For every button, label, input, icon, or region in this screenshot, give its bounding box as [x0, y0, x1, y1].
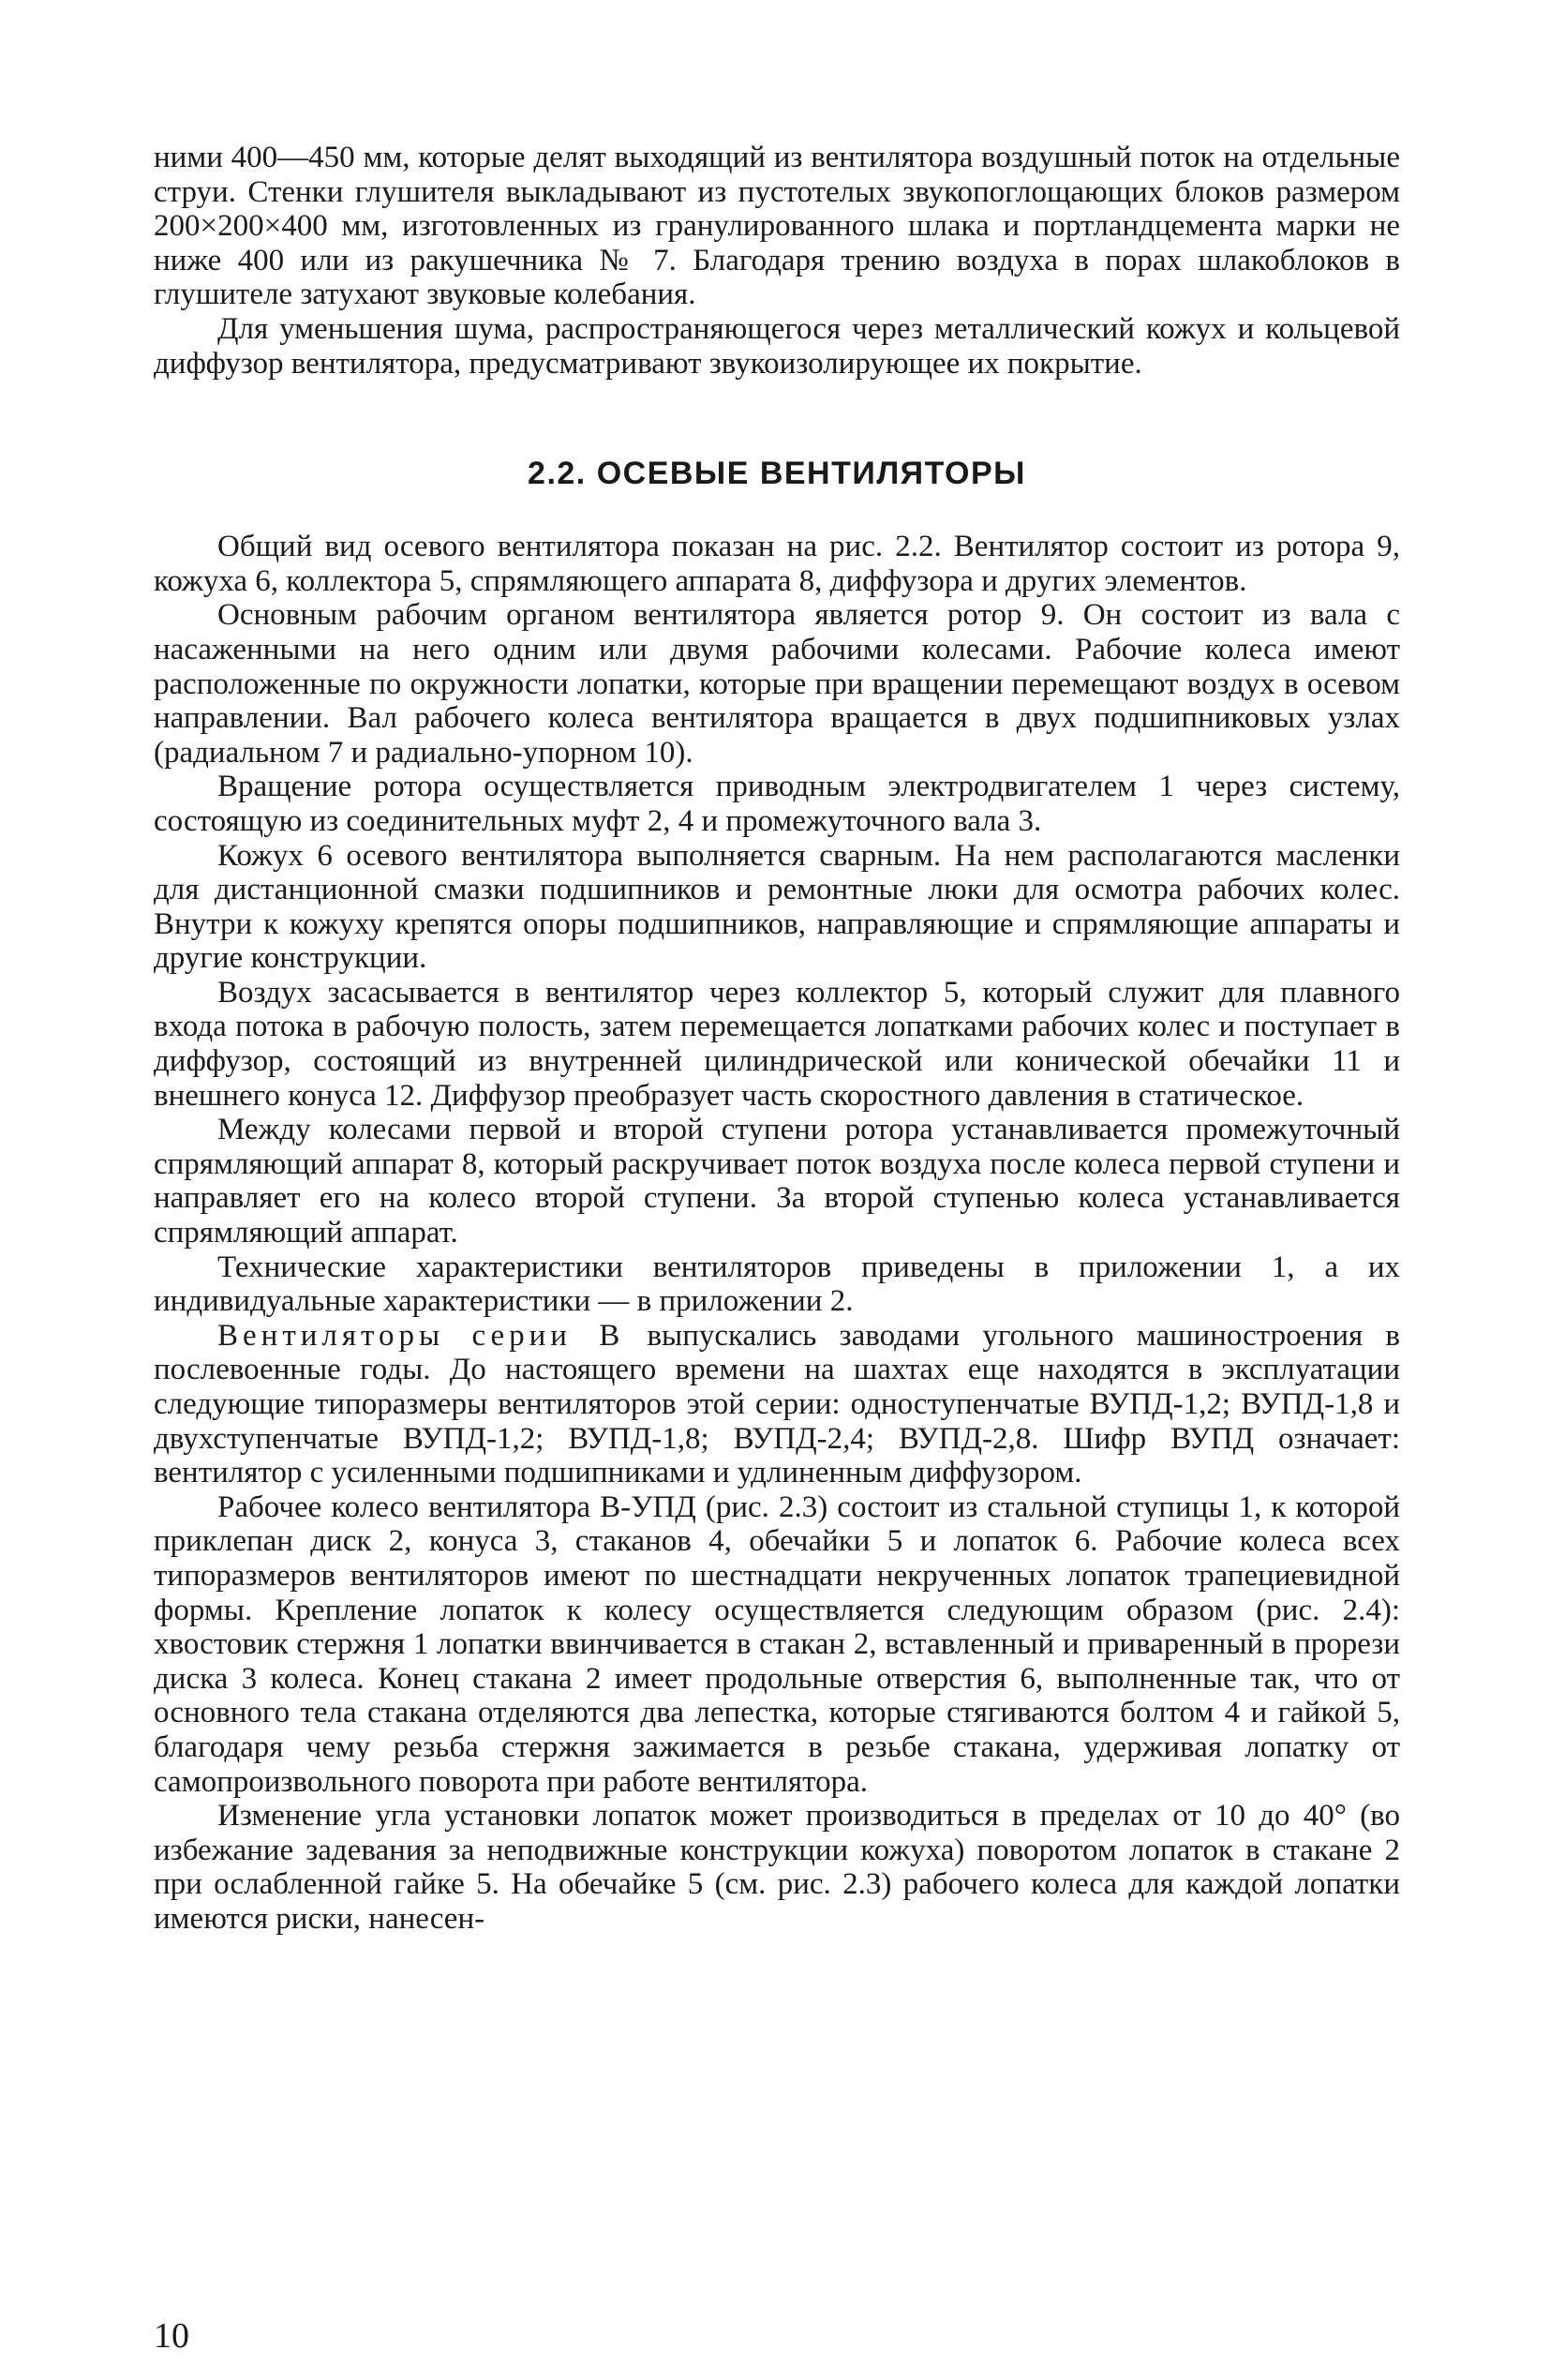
paragraph-drive: Вращение ротора осуществляется приводным электродвигателем 1 через систему, состоящую из соединительных муфт 2, 4 и промежуточного вала 3. — [154, 770, 1400, 838]
paragraph-muffler-walls: ними 400—450 мм, которые делят выходящий из вентилятора воздушный поток на отдельные струи. Стенки глушителя выкладывают из пустотелых звукопоглощающих блоков размером 200×200×400 мм, изготовленных из гранулированного шлака и портландцемента марки не ниже 400 или из ракушечника № 7. Благодаря трению воздуха в порах шлакоблоков в глушителе затухают звуковые колебания. — [154, 141, 1400, 312]
paragraph-noise-reduction: Для уменьшения шума, распространяющегося через металлический кожух и кольцевой диффузор вентилятора, предусматривают звукоизолирующее их покрытие. — [154, 311, 1400, 381]
paragraph-rotor: Основным рабочим органом вентилятора является ротор 9. Он состоит из вала с насаженными на него одним или двумя рабочими колесами. Рабочие колеса имеют расположенные по окружности лопатки, которые при вращении перемещают воздух в осевом направлении. Вал рабочего колеса вентилятора вращается в двух подшипниковых узлах (радиальном 7 и радиально-упорном 10). — [154, 598, 1400, 770]
paragraph-guide-vanes: Между колесами первой и второй ступени ротора устанавливается промежуточный спрямляющий аппарат 8, который раскручивает поток воздуха после колеса первой ступени и направляет его на колесо второй ступени. За второй ступенью колеса устанавливается спрямляющий аппарат. — [154, 1113, 1400, 1250]
paragraph-general-view: Общий вид осевого вентилятора показан на рис. 2.2. Вентилятор состоит из ротора 9, кожуха 6, коллектора 5, спрямляющего аппарата 8, диффузора и других элементов. — [154, 530, 1400, 598]
series-b-text: выпускались заводами угольного машиностроения в послевоенные годы. До настоящего времени на шахтах еще находятся в эксплуатации следующие типоразмеры вентиляторов этой серии: одноступенчатые ВУПД-1,2; ВУПД-1,8 и двухступенчатые ВУПД-1,2; ВУПД-1,8; ВУПД-2,4; ВУПД-2,8. Шифр ВУПД означает: вентилятор с усиленными подшипниками и удлиненным диффузором. — [154, 1318, 1400, 1490]
paragraph-casing: Кожух 6 осевого вентилятора выполняется сварным. На нем располагаются масленки для дистанционной смазки подшипников и ремонтные люки для осмотра рабочих колес. Внутри к кожуху крепятся опоры подшипников, направляющие и спрямляющие аппараты и другие конструкции. — [154, 838, 1400, 976]
paragraph-airflow: Воздух засасывается в вентилятор через коллектор 5, который служит для плавного входа потока в рабочую полость, затем перемещается лопатками рабочих колес и поступает в диффузор, состоящий из внутренней цилиндрической или конической обечайки 11 и внешнего конуса 12. Диффузор преобразует часть скоростного давления в статическое. — [154, 975, 1400, 1113]
series-b-lead: Вентиляторы серии В — [217, 1318, 625, 1353]
page-number: 10 — [154, 2316, 189, 2356]
paragraph-specifications: Технические характеристики вентиляторов приведены в приложении 1, а их индивидуальные характеристики — в приложении 2. — [154, 1250, 1400, 1319]
paragraph-blade-angle: Изменение угла установки лопаток может производиться в пределах от 10 до 40° (во избежание задевания за неподвижные конструкции кожуха) поворотом лопаток в стакане 2 при ослабленной гайке 5. На обечайке 5 (см. рис. 2.3) рабочего колеса для каждой лопатки имеются риски, нанесен- — [154, 1799, 1400, 1936]
paragraph-series-b — [154, 1319, 1400, 1490]
section-heading: 2.2. ОСЕВЫЕ ВЕНТИЛЯТОРЫ — [528, 456, 1026, 492]
page-body — [154, 141, 1400, 1937]
paragraph-impeller: Рабочее колесо вентилятора В-УПД (рис. 2.3) состоит из стальной ступицы 1, к которой приклепан диск 2, конуса 3, стаканов 4, обечайки 5 и лопаток 6. Рабочие колеса всех типоразмеров вентиляторов имеют по шестнадцати некрученных лопаток трапециевидной формы. Крепление лопаток к колесу осуществляется следующим образом (рис. 2.4): хвостовик стержня 1 лопатки ввинчивается в стакан 2, вставленный и приваренный в прорези диска 3 колеса. Конец стакана 2 имеет продольные отверстия 6, выполненные так, что от основного тела стакана отделяются два лепестка, которые стягиваются болтом 4 и гайкой 5, благодаря чему резьба стержня зажимается в резьбе стакана, удерживая лопатку от самопроизвольного поворота при работе вентилятора. — [154, 1489, 1400, 1799]
